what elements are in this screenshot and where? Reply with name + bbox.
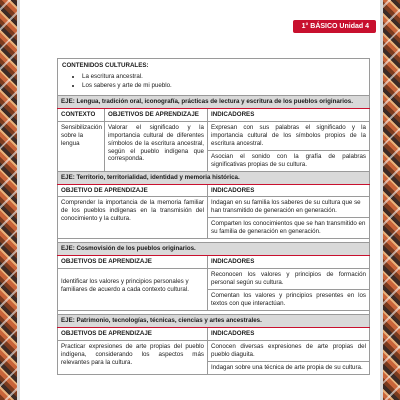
column-headers	[58, 108, 370, 121]
objetivo-cell: Comprender la importancia de la memoria familiar de los pueblos indígenas en la transmisión del conocimiento y la cultura.	[58, 197, 208, 239]
objetivo-cell: Practicar expresiones de arte propias del pueblo indígena, considerando los aspectos más relevantes para la cultura.	[58, 340, 208, 374]
decorative-border-left	[0, 0, 20, 400]
column-headers	[58, 184, 370, 197]
section-heading: EJE: Patrimonio, tecnologías, técnicas, ciencias y artes ancestrales.	[58, 314, 370, 327]
contenidos-title: CONTENIDOS CULTURALES:	[62, 62, 149, 69]
section-heading: EJE: Lengua, tradición oral, iconografía, prácticas de lectura y escritura de los pueblos originarios.	[58, 95, 370, 108]
contenidos-item: • Los saberes y arte de mi pueblo.	[82, 82, 365, 90]
col-contexto: CONTEXTO	[58, 108, 105, 121]
objetivo-cell: Valorar el significado y la importancia cultural de diferentes símbolos de la escritura ancestral, según el pueblo indígena que corresponda.	[105, 121, 208, 171]
section-heading: EJE: Territorio, territorialidad, identidad y memoria histórica.	[58, 171, 370, 184]
objetivo-cell: Identificar los valores y principios personales y familiares de acuerdo a cada contexto cultural.	[58, 269, 208, 311]
table-row	[58, 269, 370, 290]
indicador-cell: Expresan con sus palabras el significado y la importancia cultural de los símbolos propios de la escritura ancestral.	[208, 121, 370, 150]
indicador-cell: Comparten los conocimientos que se han transmitido en su familia de generación en generación.	[208, 218, 370, 239]
decorative-border-right	[380, 0, 400, 400]
table-row	[58, 197, 370, 218]
document-page	[57, 58, 369, 375]
content-table	[57, 58, 370, 375]
column-headers	[58, 327, 370, 340]
table-row	[58, 340, 370, 361]
contexto-cell: Sensibilización sobre la lengua	[58, 121, 105, 171]
contenidos-item: • La escritura ancestral.	[82, 73, 365, 81]
col-indicadores: INDICADORES	[208, 108, 370, 121]
column-headers	[58, 256, 370, 269]
indicador-cell: Asocian el sonido con la grafía de palabras significativas propias de su cultura.	[208, 150, 370, 171]
indicador-cell: Comentan los valores y principios presentes en los textos con que interactúan.	[208, 289, 370, 310]
table-row	[58, 121, 370, 150]
section-heading: EJE: Cosmovisión de los pueblos originarios.	[58, 243, 370, 256]
col-objetivo: OBJETIVO DE APRENDIZAJE	[58, 184, 208, 197]
indicador-cell: Reconocen los valores y principios de formación personal según su cultura.	[208, 269, 370, 290]
contenidos-list	[62, 73, 365, 90]
col-indicadores: INDICADORES	[208, 327, 370, 340]
unit-badge: 1° BÁSICO Unidad 4	[293, 20, 376, 33]
indicador-cell: Indagan sobre una técnica de arte propia de su cultura.	[208, 361, 370, 374]
col-indicadores: INDICADORES	[208, 256, 370, 269]
col-objetivos: OBJETIVOS DE APRENDIZAJE	[58, 327, 208, 340]
indicador-cell: Conocen diversas expresiones de arte propias del pueblo diaguita.	[208, 340, 370, 361]
contenidos-culturales	[58, 59, 370, 96]
indicador-cell: Indagan en su familia los saberes de su cultura que se han transmitido de generación en generación.	[208, 197, 370, 218]
col-objetivos: OBJETIVOS DE APRENDIZAJE	[105, 108, 208, 121]
col-objetivos: OBJETIVOS DE APRENDIZAJE	[58, 256, 208, 269]
col-indicadores: INDICADORES	[208, 184, 370, 197]
